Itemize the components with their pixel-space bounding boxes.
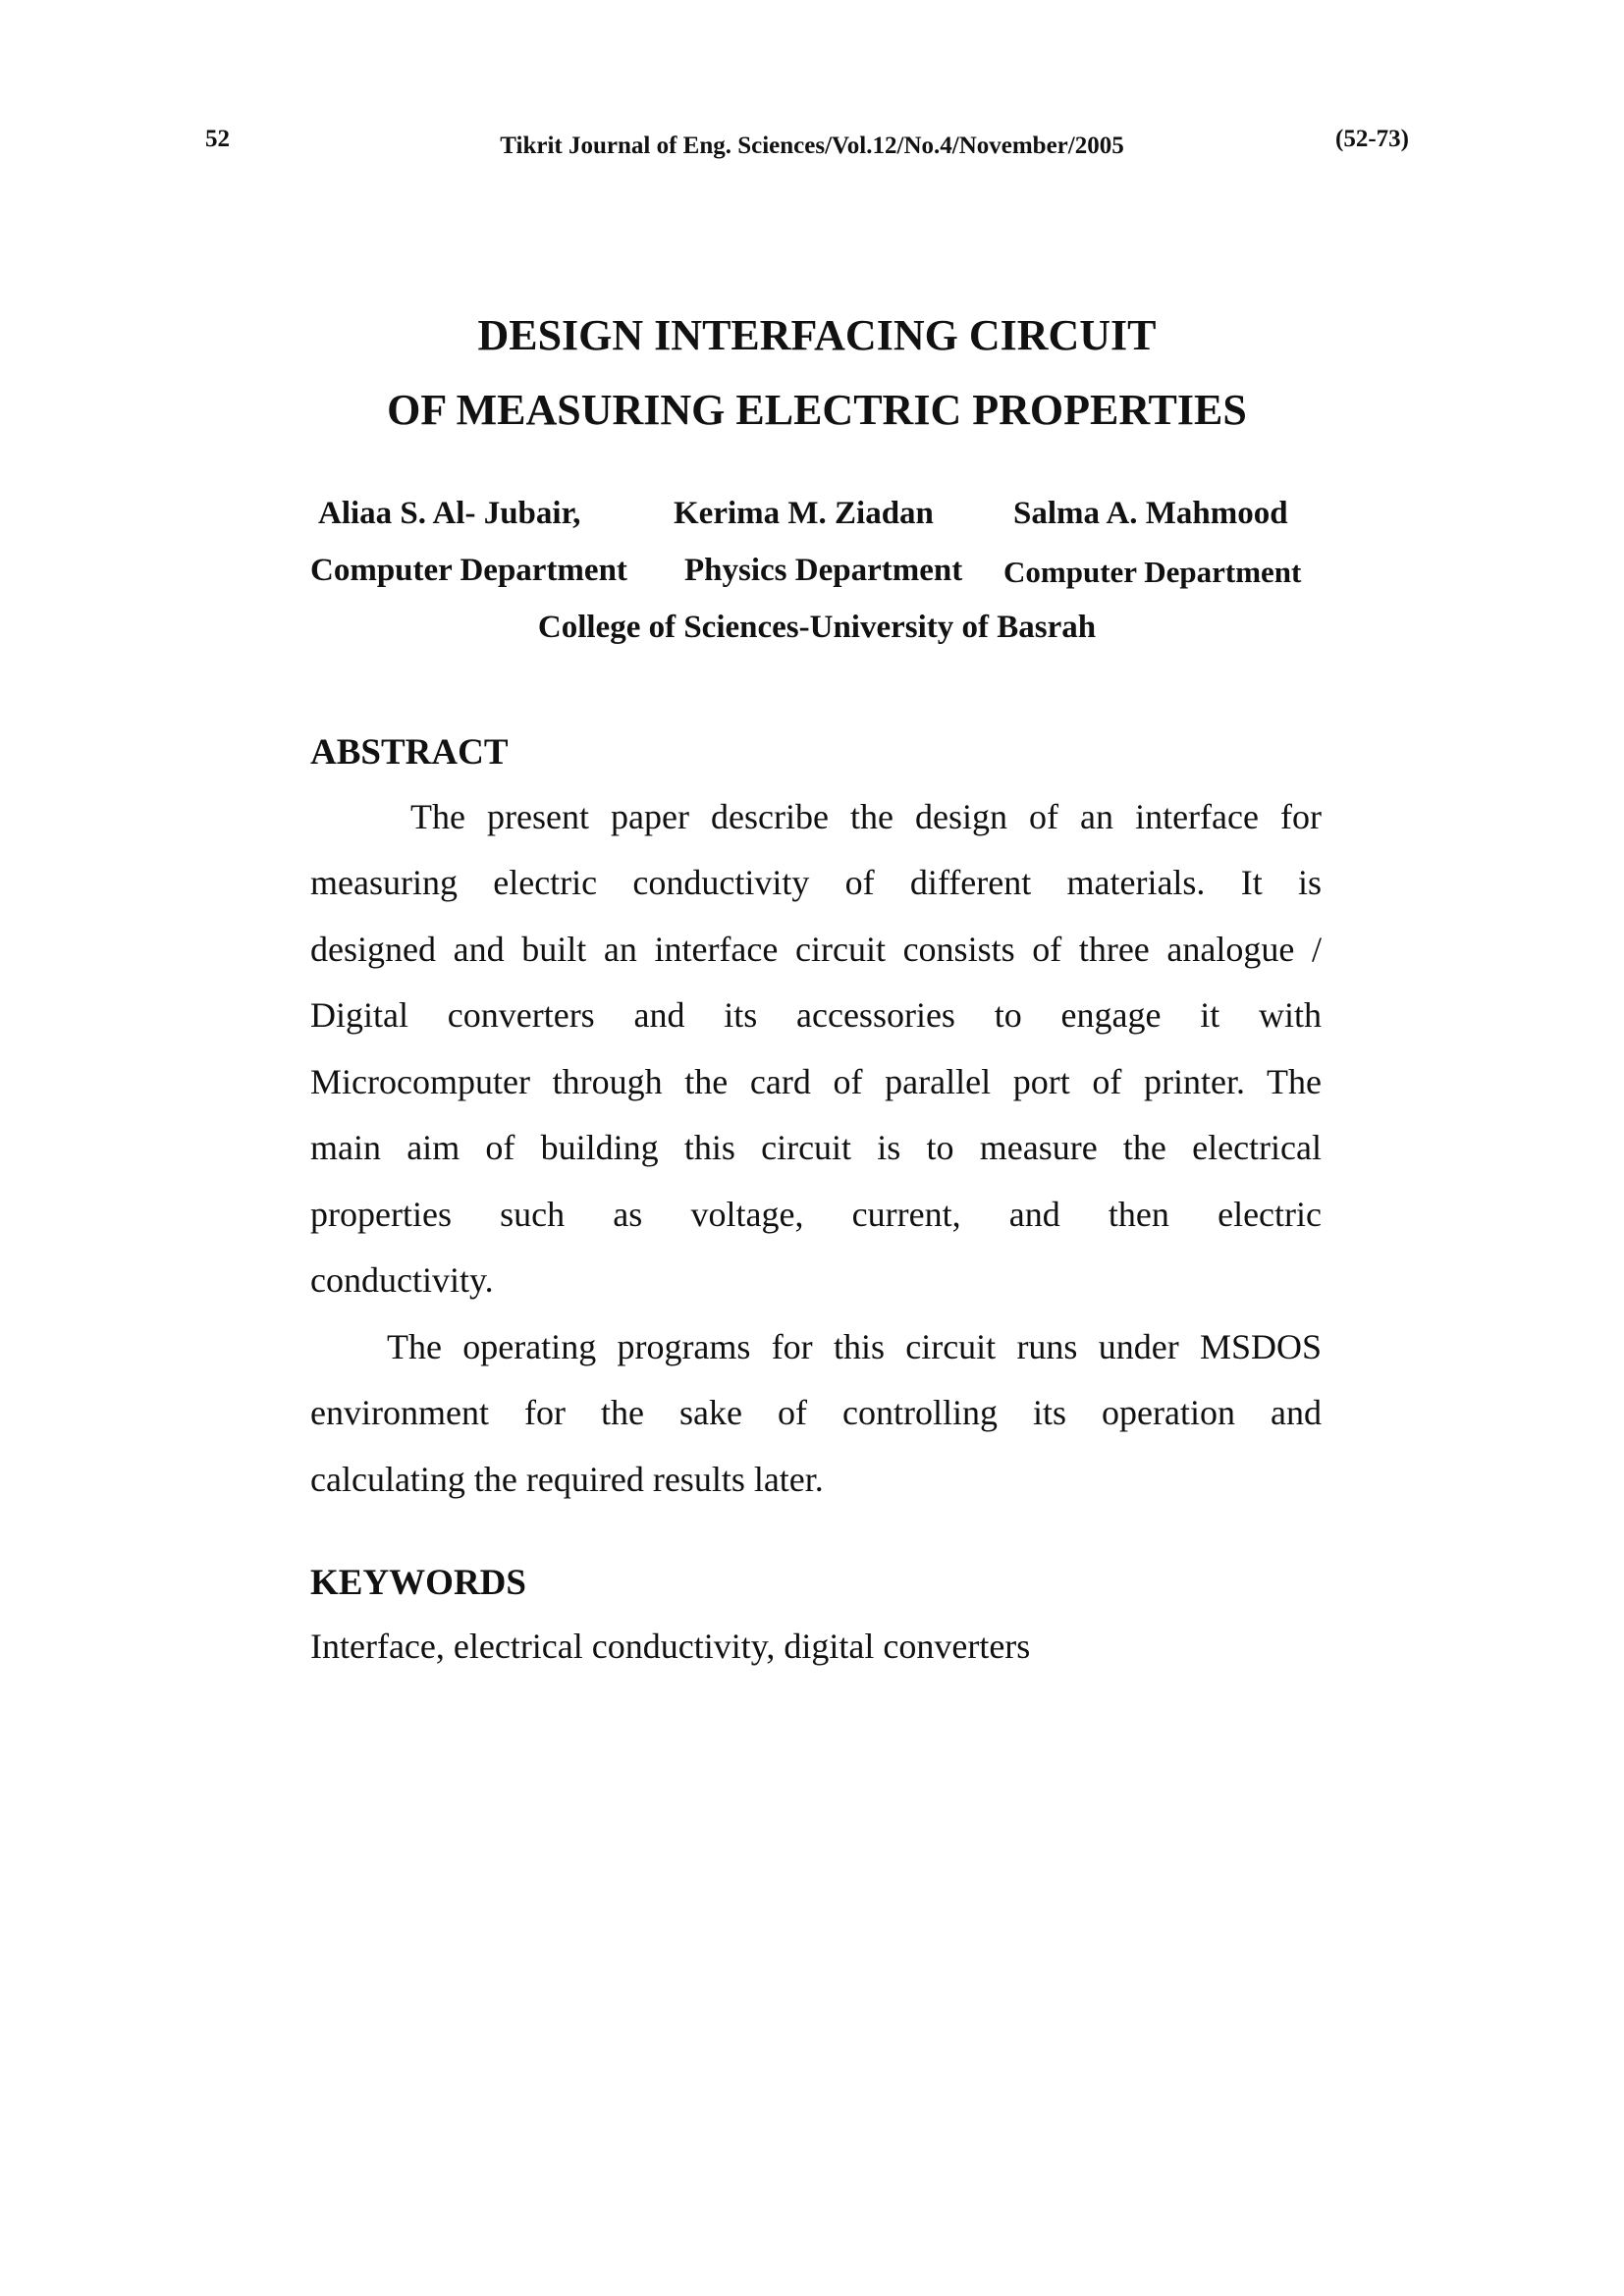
author-department: Physics Department — [684, 553, 963, 588]
page-number: 52 — [205, 126, 230, 152]
author-department: Computer Department — [310, 553, 627, 588]
abstract-line: main aim of building this circuit is to measure the electrical — [310, 1128, 1322, 1167]
abstract-line: The present paper describe the design of an interface for — [410, 797, 1322, 836]
author-name: Salma A. Mahmood — [1013, 496, 1288, 531]
paper-title-line-2: OF MEASURING ELECTRIC PROPERTIES — [387, 386, 1247, 434]
abstract-line: designed and built an interface circuit consists of three analogue / — [310, 930, 1322, 969]
abstract-line: Microcomputer through the card of parallel port of printer. The — [310, 1062, 1322, 1101]
abstract-line: conductivity. — [310, 1260, 494, 1300]
abstract-line: The operating programs for this circuit runs under MSDOS — [387, 1327, 1322, 1366]
page-range: (52-73) — [1335, 126, 1409, 152]
author-affiliation: College of Sciences-University of Basrah — [537, 610, 1097, 645]
abstract-line: calculating the required results later. — [310, 1460, 824, 1499]
abstract-line: measuring electric conductivity of different materials. It is — [310, 863, 1322, 902]
abstract-heading: ABSTRACT — [310, 732, 509, 773]
author-department: Computer Department — [1003, 555, 1302, 589]
keywords-list: Interface, electrical conductivity, digital converters — [310, 1627, 1031, 1666]
paper-title-line-1: DESIGN INTERFACING CIRCUIT — [477, 311, 1157, 359]
journal-citation: Tikrit Journal of Eng. Sciences/Vol.12/No.4/November/2005 — [500, 133, 1124, 159]
keywords-heading: KEYWORDS — [310, 1563, 526, 1603]
author-name: Aliaa S. Al- Jubair, — [318, 496, 581, 531]
abstract-line: properties such as voltage, current, and then electric — [310, 1195, 1322, 1234]
author-name: Kerima M. Ziadan — [674, 496, 934, 531]
abstract-line: Digital converters and its accessories to engage it with — [310, 995, 1322, 1035]
abstract-line: environment for the sake of controlling its operation and — [310, 1393, 1322, 1432]
